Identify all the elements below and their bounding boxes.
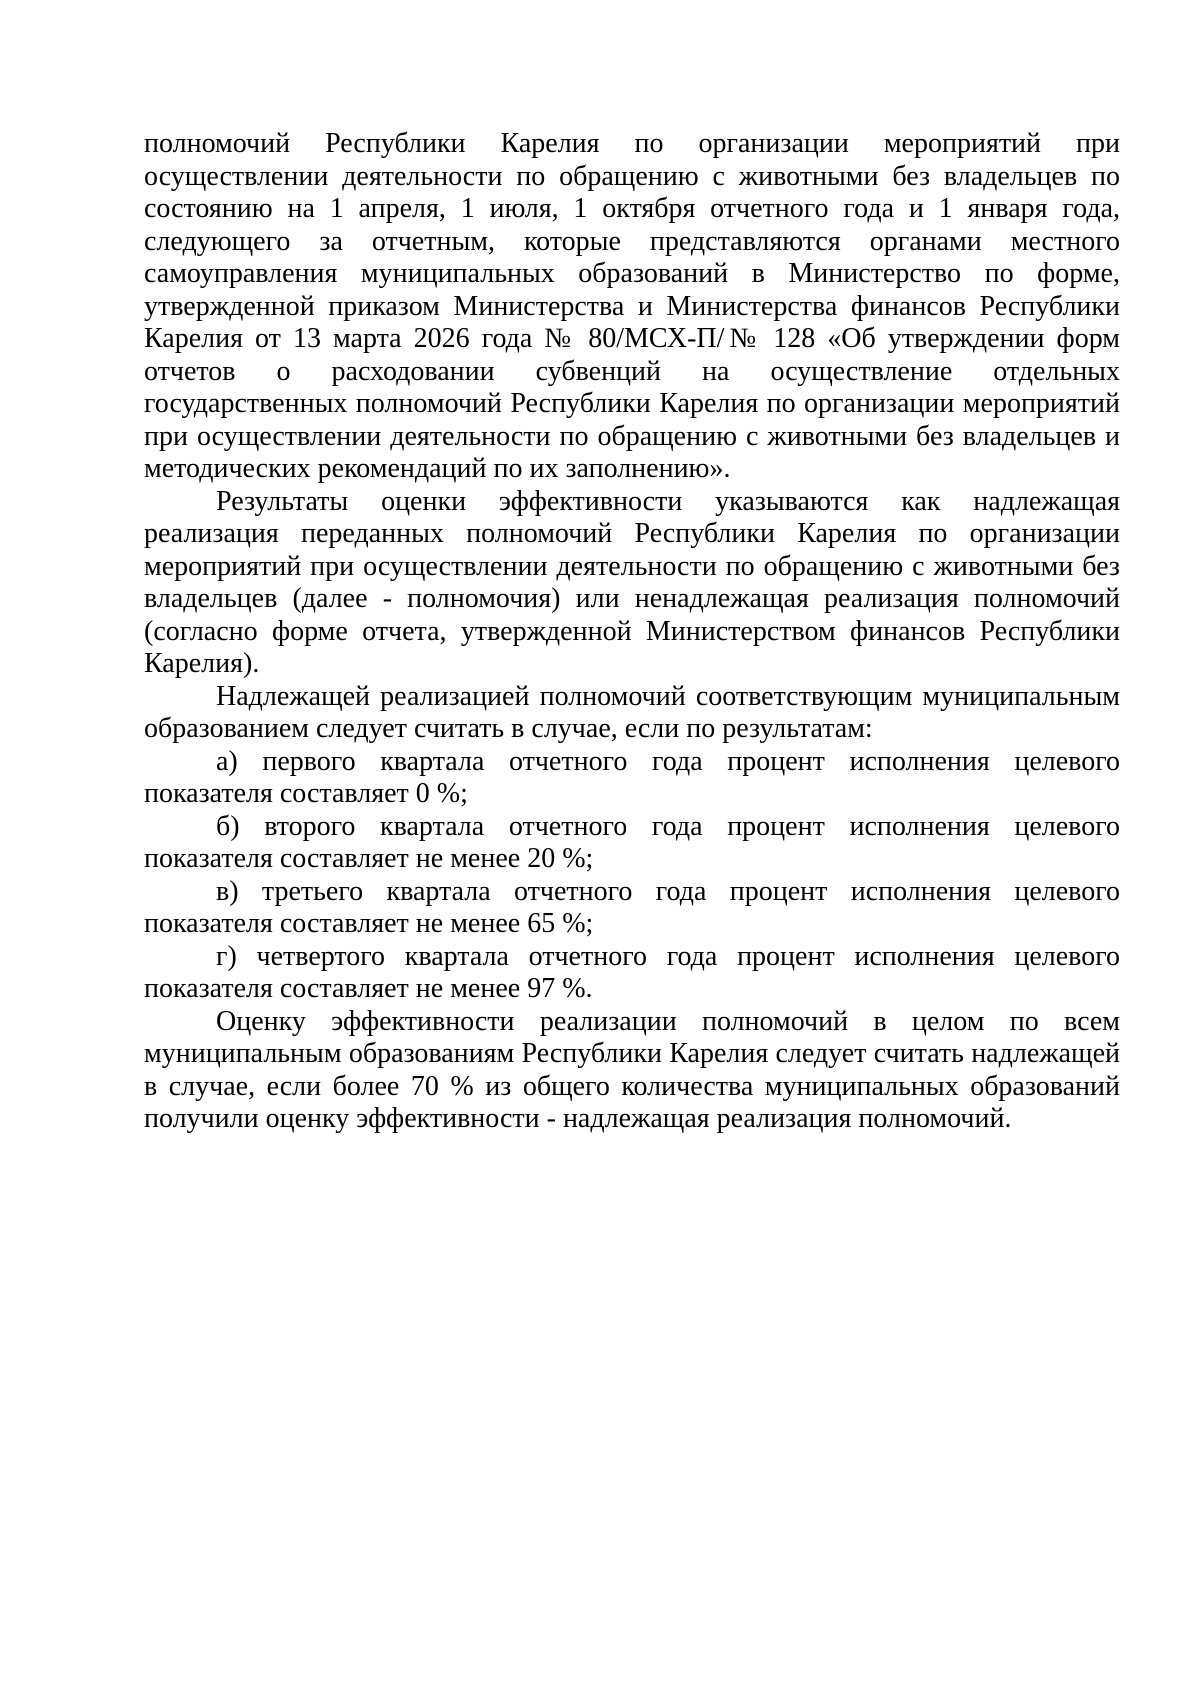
list-item-b: б) второго квартала отчетного года процент исполнения целевого показателя составляет не менее 20 %;: [144, 810, 1120, 874]
list-item-a: а) первого квартала отчетного года процент исполнения целевого показателя составляет 0 %;: [144, 745, 1120, 809]
paragraph-overall-assessment: Оценку эффективности реализации полномочий в целом по всем муниципальным образованиям Республики Карелия следует считать надлежащей в случае, если более 70 % из общего количества муниципальных образований получили оценку эффективности - надлежащая реализация полномочий.: [144, 1005, 1120, 1134]
paragraph-continuation: полномочий Республики Карелия по организации мероприятий при осуществлении деятельности по обращению с животными без владельцев по состоянию на 1 апреля, 1 июля, 1 октября отчетного года и 1 января года, следующего за отчетным, которые представляются органами местного самоуправления муниципальных образований в Министерство по форме, утвержденной приказом Министерства и Министерства финансов Республики Карелия от 13 марта 2026 года № 80/МСХ-П/№ 128 «Об утверждении форм отчетов о расходовании субвенций на осуществление отдельных государственных полномочий Республики Карелия по организации мероприятий при осуществлении деятельности по обращению с животными без владельцев и методических рекомендаций по их заполнению».: [144, 128, 1120, 484]
list-item-v: в) третьего квартала отчетного года процент исполнения целевого показателя составляет не менее 65 %;: [144, 875, 1120, 939]
document-body: [144, 128, 1120, 1136]
list-item-g: г) четвертого квартала отчетного года процент исполнения целевого показателя составляет не менее 97 %.: [144, 940, 1120, 1004]
paragraph-proper-implementation: Надлежащей реализацией полномочий соответствующим муниципальным образованием следует считать в случае, если по результатам:: [144, 680, 1120, 744]
paragraph-results: Результаты оценки эффективности указываются как надлежащая реализация переданных полномочий Республики Карелия по организации мероприятий при осуществлении деятельности по обращению с животными без владельцев (далее - полномочия) или ненадлежащая реализация полномочий (согласно форме отчета, утвержденной Министерством финансов Республики Карелия).: [144, 485, 1120, 679]
